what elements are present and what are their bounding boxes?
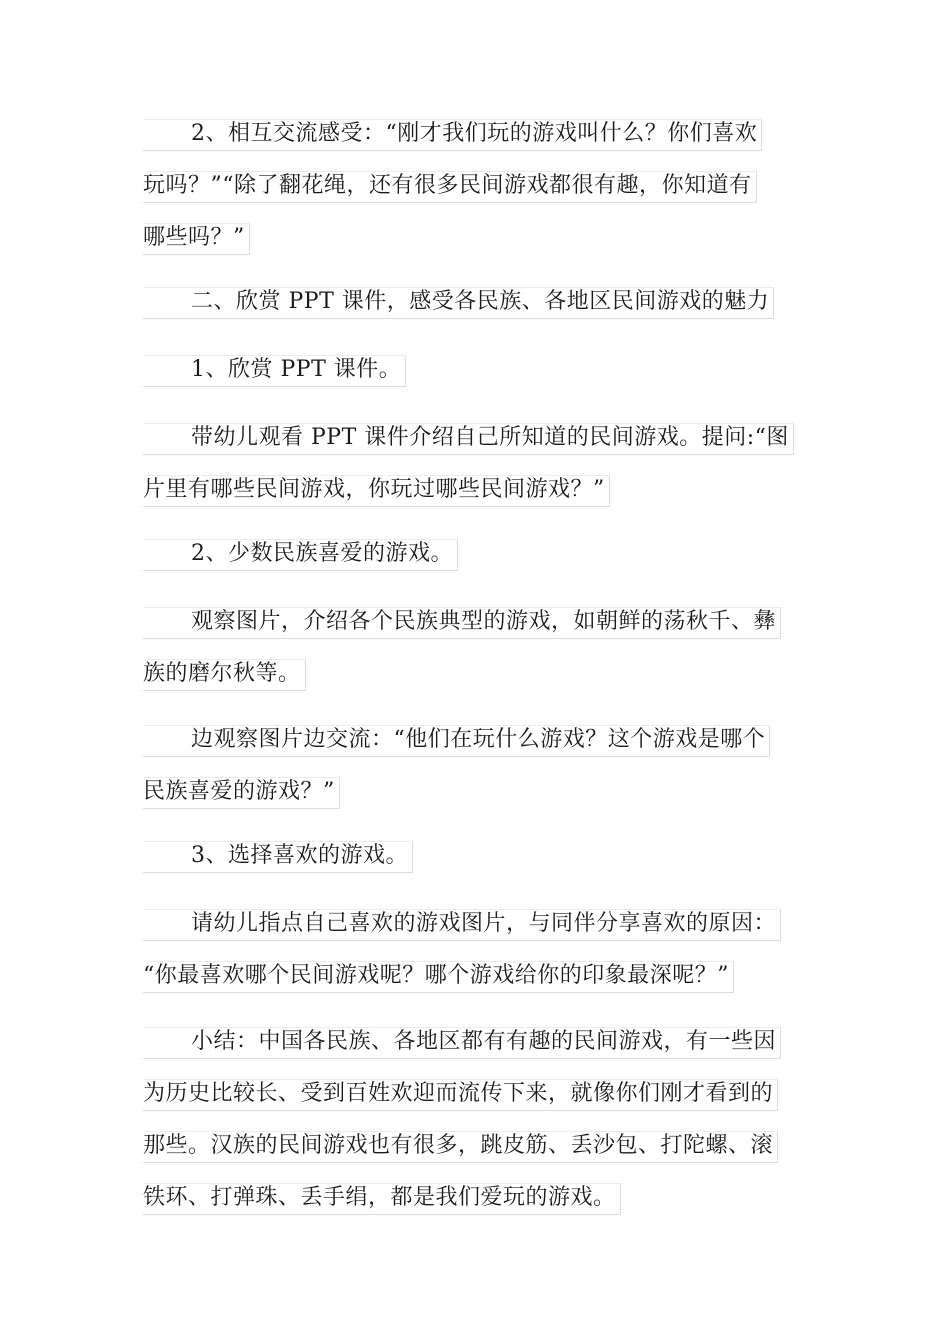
text-line bbox=[143, 714, 807, 766]
text-line bbox=[143, 1120, 807, 1172]
text-line bbox=[143, 160, 807, 212]
line-text: 带幼儿观看 PPT 课件介绍自己所知道的民间游戏。提问:“图 bbox=[143, 423, 794, 455]
text-line bbox=[143, 830, 807, 882]
text-line bbox=[143, 950, 807, 1002]
text-line bbox=[143, 344, 807, 396]
line-text: 铁环、打弹珠、丢手绢，都是我们爱玩的游戏。 bbox=[143, 1183, 621, 1215]
line-text: 为历史比较长、受到百姓欢迎而流传下来，就像你们刚才看到的 bbox=[143, 1079, 778, 1111]
line-text: 哪些吗？” bbox=[143, 223, 250, 255]
text-line bbox=[143, 108, 807, 160]
line-text: 民族喜爱的游戏？” bbox=[143, 777, 340, 809]
line-text: 1、欣赏 PPT 课件。 bbox=[143, 355, 406, 387]
text-line bbox=[143, 1172, 807, 1224]
line-text: 边观察图片边交流：“他们在玩什么游戏？这个游戏是哪个 bbox=[143, 725, 770, 757]
text-line bbox=[143, 212, 807, 264]
step-heading-one bbox=[143, 344, 807, 396]
step-heading-three bbox=[143, 830, 807, 882]
line-text: 那些。汉族的民间游戏也有很多，跳皮筋、丢沙包、打陀螺、滚 bbox=[143, 1131, 778, 1163]
line-text: 3、选择喜欢的游戏。 bbox=[143, 841, 413, 873]
text-line bbox=[143, 766, 807, 818]
text-line bbox=[143, 1068, 807, 1120]
paragraph-watch-ppt bbox=[143, 412, 807, 516]
line-text: 玩吗？”“除了翻花绳，还有很多民间游戏都很有趣，你知道有 bbox=[143, 171, 757, 203]
text-line bbox=[143, 1016, 807, 1068]
line-text: “你最喜欢哪个民间游戏呢？哪个游戏给你的印象最深呢？” bbox=[143, 961, 734, 993]
section-heading bbox=[143, 276, 807, 328]
text-line bbox=[143, 648, 807, 700]
line-text: 二、欣赏 PPT 课件，感受各民族、各地区民间游戏的魅力 bbox=[143, 287, 774, 319]
paragraph-summary bbox=[143, 1016, 807, 1224]
text-line bbox=[143, 276, 807, 328]
text-line bbox=[143, 412, 807, 464]
paragraph-observe-and-talk bbox=[143, 714, 807, 818]
text-line bbox=[143, 464, 807, 516]
line-text: 观察图片，介绍各个民族典型的游戏，如朝鲜的荡秋千、彝 bbox=[143, 607, 781, 639]
paragraph-exchange bbox=[143, 108, 807, 264]
line-text: 2、相互交流感受：“刚才我们玩的游戏叫什么？你们喜欢 bbox=[143, 119, 762, 151]
paragraph-observe-pictures bbox=[143, 596, 807, 700]
line-text: 请幼儿指点自己喜欢的游戏图片，与同伴分享喜欢的原因： bbox=[143, 909, 781, 941]
step-heading-two bbox=[143, 528, 807, 580]
line-text: 小结：中国各民族、各地区都有有趣的民间游戏，有一些因 bbox=[143, 1027, 781, 1059]
text-line bbox=[143, 898, 807, 950]
text-line bbox=[143, 528, 807, 580]
text-line bbox=[143, 596, 807, 648]
line-text: 族的磨尔秋等。 bbox=[143, 659, 306, 691]
paragraph-share-favorite bbox=[143, 898, 807, 1002]
line-text: 片里有哪些民间游戏，你玩过哪些民间游戏？” bbox=[143, 475, 610, 507]
line-text: 2、少数民族喜爱的游戏。 bbox=[143, 539, 458, 571]
